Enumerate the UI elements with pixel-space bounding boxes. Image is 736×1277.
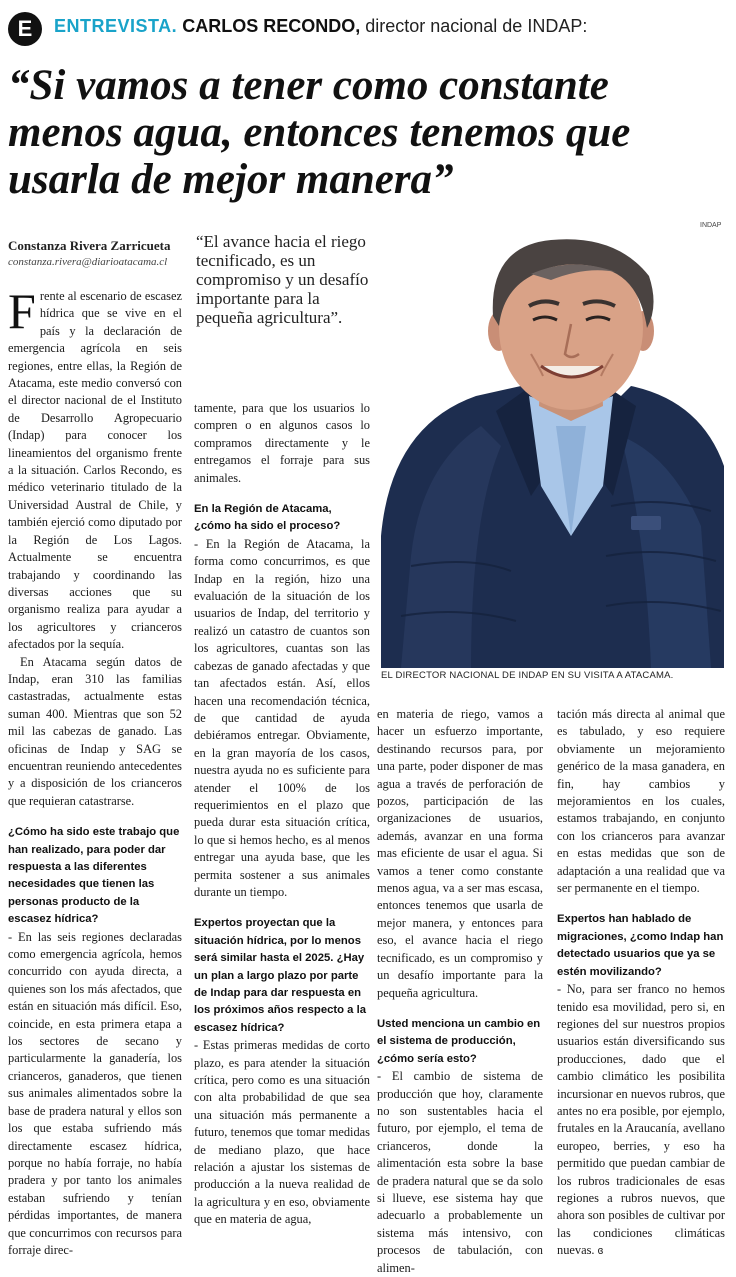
- photo-credit: INDAP: [700, 222, 722, 229]
- question: Usted menciona un cambio en el sistema de producción, ¿cómo sería esto?: [377, 1017, 541, 1065]
- article-column-4: [557, 706, 725, 1261]
- photo-caption: EL DIRECTOR NACIONAL DE INDAP EN SU VISITA A ATACAMA.: [381, 670, 674, 681]
- paragraph: tación más directa al animal que es tabulado, y eso requiere obviamente un mejoramiento genérico de la masa ganadera, en fin, hay cambios y mejoramientos en los cuales, estamos trabajando, en conjunto con los crianceros para avanzar en estas medidas que son de adaptación a una realidad que va ser permanente en el tiempo.: [557, 707, 725, 896]
- question: ¿Cómo ha sido este trabajo que han realizado, para poder dar respuesta a las diferentes necesidades que tienen las personas producto de la escasez hídrica?: [8, 826, 180, 926]
- answer: - En las seis regiones declaradas como emergencia agrícola, hemos concurrido con ayuda directa, a quienes son los más afectados, que están en situación más difícil. Eso, coincide, en esta primera etapa a los sectores de secano y particularmente la ganadería, los crianceros, ganaderos, que tienen sus animales alimentados sobre la base de pradera natural y ellos son los que estaba sufriendo más directamente escasez hídrica, porque no había forraje, no había pradera y por tanto los animales estaban sufriendo y tenían pérdidas importantes, de manera que concurrimos con recursos para forraje direc-: [8, 929, 182, 1257]
- question: En la Región de Atacama, ¿cómo ha sido el proceso?: [194, 503, 341, 533]
- article-header: [0, 0, 736, 52]
- section-badge: E: [8, 12, 42, 46]
- headline: “Si vamos a tener como constante menos agua, entonces tenemos que usarla de mejor manera”: [8, 62, 631, 203]
- section-label: ENTREVISTA.: [54, 16, 178, 36]
- paragraph: En Atacama según datos de Indap, eran 310 las familias castastradas, actualmente estas suman 400. Mientras que son 52 mil las cabezas de ganado. Las oficinas de Indap y SAG se encuentran reuniendo antecedentes y a disposición de los crianceros que requieran catastrarse.: [8, 654, 182, 808]
- pull-quote: “El avance hacia el riego tecnificado, es un compromiso y un desafío importante para la pequeña agricultura”.: [196, 232, 369, 327]
- paragraph: rente al escenario de escasez hídrica que se vive en el país y la declaración de emergencia agrícola en seis regiones, entre ellas, la Región de Atacama, este medio conversó con el director nacional de el Instituto de Desarrollo Agropecuario (Indap) para conocer los lineamientos del organismo frente a la situación. Carlos Recondo, es médico veterinario titulado de la Universidad Austral de Chile, y también ejerció como diputado por la Región de Los Lagos. Actualmente se encuentra trabajando y coordinando las diversas acciones que su organismo realiza para ayudar a los agricultores y crianceros afectados por la sequía.: [8, 289, 182, 652]
- end-mark-icon: ɞ: [597, 1245, 604, 1258]
- answer: [557, 981, 725, 1261]
- article-column-2: [194, 400, 370, 1229]
- paragraph: en materia de riego, vamos a hacer un esfuerzo importante, destinando recursos para, por una parte, poder disponer de mas agua a través de perforación de pozos, participación de las organizaciones de usuarios, además, avanzar en una forma mas eficiente de usar el agua. Si vamos a tener como constante menos agua, va a ser mas escasa, entonces tenemos que usarla de mejor manera, y entonces para eso, el avance hacia el riego tecnificado, es un compromiso y un desafío importante para la pequeña agricultura.: [377, 707, 543, 1000]
- portrait-photo: [381, 236, 724, 668]
- answer: - En la Región de Atacama, la forma como concurrimos, es que Indap en la región, hizo una evaluación de la situación de los usuarios de Indap, del territorio y realizó un catastro de cuantos son los agricultores, cuantas son las cabezas de ganado afectadas y que tan afectados están. Así, ellos hacen una recomendación técnica, de que cantidad de ayuda debiéramos entregar. Obviamente, en la gran mayoría de los casos, nuestra ayuda no es suficiente para atender el 100% de los requerimientos en el plazo que pueda durar esta situación crítica, lo que si hemos hecho, es al menos entregar una ayuda base, que les permita sostener a sus animales durante un tiempo.: [194, 536, 370, 899]
- answer: - Estas primeras medidas de corto plazo, es para atender la situación crítica, pero como es una situación con alta probabilidad de que sea una situación más permanente a futuro, tenemos que tomar medidas de mediano plazo, que hace relación a ajustar los sistemas de producción a la nueva realidad de la agricultura y en eso, obviamente que en materia de agua,: [194, 1038, 370, 1227]
- question: Expertos han hablado de migraciones, ¿como Indap han detectado usuarios que ya se estén movilizando?: [557, 913, 724, 978]
- interviewee-role: director nacional de INDAP:: [360, 16, 588, 36]
- question: Expertos proyectan que la situación hídrica, por lo menos será similar hasta el 2025. ¿Hay un plan a largo plazo por parte de Indap para dar respuesta en los próximos años respecto a la escasez hídrica?: [194, 917, 367, 1034]
- paragraph: tamente, para que los usuarios lo compren o en algunos casos lo compramos directamente y le entregamos el forraje para sus animales.: [194, 401, 370, 485]
- byline-author: Constanza Rivera Zarricueta: [8, 238, 171, 253]
- byline-email: constanza.rivera@diarioatacama.cl: [8, 256, 168, 268]
- drop-cap: F: [8, 283, 36, 339]
- answer: - El cambio de sistema de producción que hoy, claramente no son sustentables hacia el futuro, por ejemplo, el tema de crianceros, donde la alimentación esta sobre la base de pradera natural que se da solo si llueve, ese sistema hay que adecuarlo a probablemente un sistema más intensivo, con procesos de tabulación, con alimen-: [377, 1069, 543, 1275]
- interviewee-name: CARLOS RECONDO,: [182, 16, 361, 36]
- article-column-3: [377, 706, 543, 1277]
- answer-text: - No, para ser franco no hemos tenido esa movilidad, pero si, en regiones del sur nuestros propios usuarios están diversificando sus producciones, dado que el cambio climático les posibilita incursionar en nuevos rubros, que antes no era posible, por ejemplo, frutales en la Araucanía, avellano europeo, berries, y eso ha permitido que puedan cambiar de los rubros tradicionales de esas regiones a rubros nuevos, que ahora son posibles de cultivar por las condiciones climáticas nuevas.: [557, 982, 725, 1258]
- kicker: [54, 14, 587, 38]
- article-column-1: [8, 283, 182, 1259]
